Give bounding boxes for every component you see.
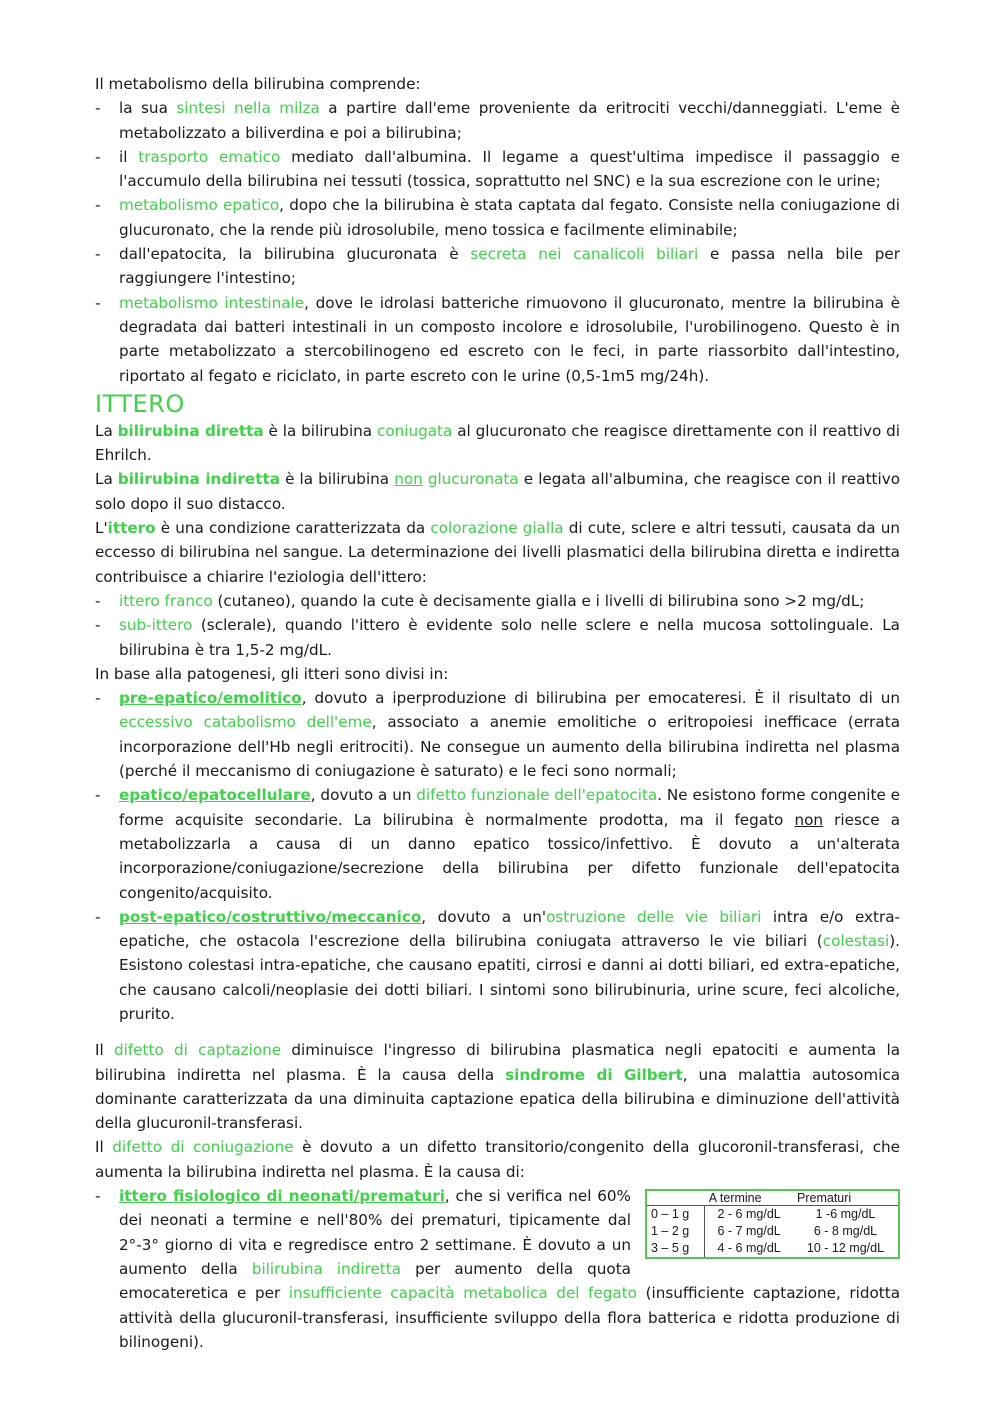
table-header: - A termine [705, 1190, 793, 1206]
metabolism-list [95, 96, 900, 388]
list-item: - la sua sintesi nella milza a partire dall'eme proveniente da eritrociti vecchi/danneggiati. L'eme è metabolizzato a biliverdina e poi a bilirubina; [95, 96, 900, 145]
spacer [95, 1026, 900, 1038]
table-cell: 6 - 8 mg/dL [813, 1224, 878, 1239]
document-page [95, 72, 900, 1354]
paragraph-bilirubina-diretta: La bilirubina diretta è la bilirubina coniugata al glucuronato che reagisce direttamente con il reattivo di Ehrilch. [95, 421, 900, 465]
table-cell: 10 - 12 mg/dL [806, 1241, 885, 1256]
list-item: - dall'epatocita, la bilirubina glucuronata è secreta nei canalicoli biliari e passa nella bile per raggiungere l'intestino; [95, 242, 900, 291]
table-header: Prematuri [793, 1190, 899, 1206]
list-item: - pre-epatico/emolitico, dovuto a iperproduzione di bilirubina per emocateresi. È il risultato di un eccessivo catabolismo dell'eme, associato a anemie emolitiche o eritropoiesi inefficace (errata incorporazione dell'Hb negli eritrociti). Ne consegue un aumento della bilirubina indiretta nel plasma (perché il meccanismo di coniugazione è saturato) e le feci sono normali; [95, 686, 900, 783]
paragraph-bilirubina-indiretta: La bilirubina indiretta è la bilirubina non glucuronata e legata all'albumina, che reagisce con il reattivo solo dopo il suo distacco. [95, 470, 901, 513]
patogenesi-lead: In base alla patogenesi, gli itteri sono divisi in: [95, 664, 449, 683]
ittero-types-list [95, 589, 900, 662]
table-row [646, 1206, 899, 1224]
table-cell: 2 - 6 mg/dL [717, 1207, 781, 1222]
intro-lead: Il metabolismo della bilirubina comprende: [95, 75, 421, 93]
table-row [646, 1240, 899, 1258]
table-header [646, 1190, 705, 1206]
paragraph-coniugazione: Il difetto di coniugazione è dovuto a un difetto transitorio/congenito della glucoronil-transferasi, che aumenta la bilirubina indiretta nel plasma. È la causa di: [95, 1138, 901, 1181]
list-item: - A termine Prematuri 0 – 1 g 2 - 6 mg/dL 1 -6 mg/dL 1 – 2 g 6 - 7 mg/dL 6 - 8 mg/dL 3 – 5 g 4 - 6 mg/dL 10 - 12 mg/dL ittero fisiologico di neonati/prematuri, che si verifica nel 60% dei neonati a termine e nell'80% dei prematuri, tipicamente dal 2°-3° giorno di vita e regredisce entro 2 settimane. È dovuto a un aumento della bilirubina indiretta per aumento della quota emocateretica e per insufficiente capacità metabolica del fegato (insufficiente captazione, ridotta attività della glucuronil-transferasi, insufficiente sviluppo della flora batterica e ridotta produzione di bilinogeni). [95, 1184, 900, 1354]
list-item: - epatico/epatocellulare, dovuto a un difetto funzionale dell'epatocita. Ne esistono forme congenite e forme acquisite secondarie. La bilirubina è normalmente prodotta, ma il fegato non riesce a metabolizzarla a causa di un danno epatico tossico/infettivo. È dovuto a un'alterata incorporazione/coniugazione/secrezione della bilirubina per difetto funzionale dell'epatocita congenito/acquisito. [95, 783, 900, 904]
list-item: - metabolismo epatico, dopo che la bilirubina è stata captata dal fegato. Consiste nella coniugazione di glucuronato, che la rende più idrosolubile, meno tossica e facilmente eliminabile; [95, 193, 900, 242]
table-cell: 6 - 7 mg/dL [717, 1224, 781, 1239]
table-header-row [646, 1190, 899, 1206]
list-item: - post-epatico/costruttivo/meccanico, dovuto a un'ostruzione delle vie biliari intra e/o extra-epatiche, che ostacola l'escrezione della bilirubina coniugata attraverso le vie biliari (colestasi). Esistono colestasi intra-epatiche, che causano epatiti, cirrosi e danni ai dotti biliari, ed extra-epatiche, che causano calcoli/neoplasie dei dotti biliari. I sintomi sono bilirubinuria, urine scure, feci alcoliche, prurito. [95, 905, 900, 1026]
list-item: - ittero franco (cutaneo), quando la cute è decisamente gialla e i livelli di bilirubina sono >2 mg/dL; [95, 589, 900, 613]
bilirubin-reference-table [645, 1189, 900, 1259]
table-cell: 3 – 5 g [646, 1240, 705, 1258]
coniugazione-list [95, 1184, 900, 1354]
table-cell: 4 - 6 mg/dL [717, 1241, 781, 1256]
section-heading: ITTERO [95, 389, 185, 418]
table-cell: 1 – 2 g [646, 1223, 705, 1240]
table-row [646, 1223, 899, 1240]
list-item: - metabolismo intestinale, dove le idrolasi batteriche rimuovono il glucuronato, mentre la bilirubina è degradata dai batteri intestinali in un composto incolore e idrosolubile, l'urobilinogeno. Questo è in parte metabolizzato a stercobilinogeno ed escreto con le feci, in parte riassorbito dall'intestino, riportato al fegato e riciclato, in parte escreto con le urine (0,5-1m5 mg/24h). [95, 291, 900, 388]
paragraph-captazione: Il difetto di captazione diminuisce l'ingresso di bilirubina plasmatica negli epatociti e aumenta la bilirubina indiretta nel plasma. È la causa della sindrome di Gilbert, una malattia autosomica dominante caratterizzata da una diminuita captazione epatica della bilirubina e diminuzione dell'attività della glucuronil-transferasi. [95, 1041, 901, 1133]
list-item: - il trasporto ematico mediato dall'albumina. Il legame a quest'ultima impedisce il passaggio e l'accumulo della bilirubina nei tessuti (tossica, soprattutto nel SNC) e la sua escrezione con le urine; [95, 145, 900, 194]
list-item: - sub-ittero (sclerale), quando l'ittero è evidente solo nelle sclere e nella mucosa sottolinguale. La bilirubina è tra 1,5-2 mg/dL. [95, 613, 900, 662]
patogenesi-list [95, 686, 900, 1026]
paragraph-ittero-definition: L'ittero è una condizione caratterizzata da colorazione gialla di cute, sclere e altri tessuti, causata da un eccesso di bilirubina nel sangue. La determinazione dei livelli plasmatici della bilirubina diretta e indiretta contribuisce a chiarire l'eziologia dell'ittero: [95, 519, 901, 586]
table-cell: 0 – 1 g [646, 1206, 705, 1224]
table-cell: 1 -6 mg/dL [815, 1207, 876, 1222]
